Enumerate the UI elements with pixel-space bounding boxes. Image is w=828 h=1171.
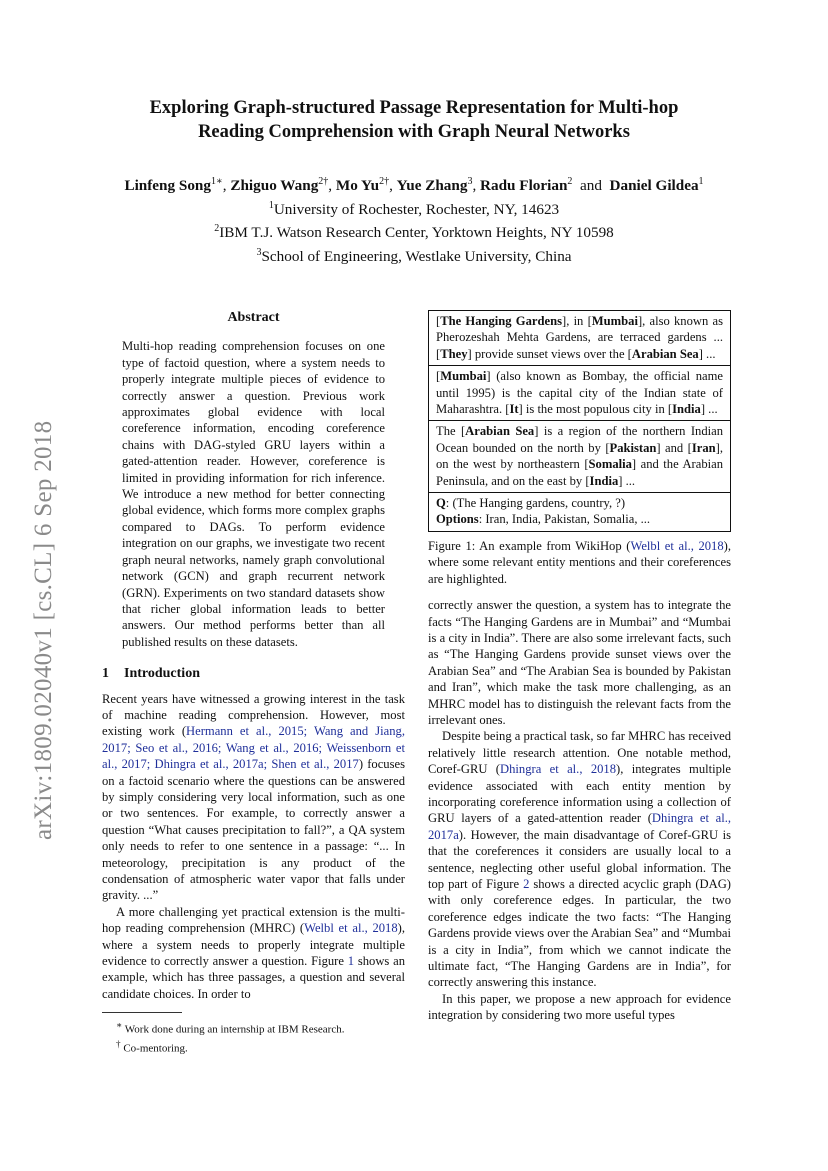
author-name: Zhiguo Wang <box>230 177 319 195</box>
arxiv-watermark: arXiv:1809.02040v1 [cs.CL] 6 Sep 2018 <box>30 420 57 840</box>
abstract-heading: Abstract <box>227 310 280 325</box>
figure-1-box <box>428 310 731 532</box>
footnote: † Co-mentoring. <box>116 1038 188 1055</box>
paper-title <box>0 96 828 144</box>
title-line-2: Reading Comprehension with Graph Neural Networks <box>198 122 630 142</box>
figure-1-caption: Figure 1: An example from WikiHop (Welbl et al., 2018), where some relevant entity mentions and their coreferences are highlighted. <box>428 538 731 586</box>
author-sup: 2† <box>379 176 390 187</box>
question-options <box>429 493 730 531</box>
citation-link[interactable]: Hermann et al., 2015; Wang and Jiang, 2017; Seo et al., 2016; Wang et al., 2016; Weissenborn et al., 2017; Dhingra et al., 2017a; Shen et al., 2017 <box>102 724 405 772</box>
author-name: Radu Florian <box>480 177 568 195</box>
author-list: Linfeng Song$^{1∗}$, Zhiguo Wang$^{2\dagger}$, Mo $Yu^{2\dagger}$, Yue Zhang$^3$, Radu Florian$^2$ and Daniel Gildea$^1$ <box>124 176 704 195</box>
left-column <box>102 310 405 1056</box>
passage-1: [The Hanging Gardens], in [Mumbai], also known as Pherozeshah Mehta Gardens, are terraced gardens ... [They] provide sunset views over the [Arabian Sea] ... <box>429 311 730 366</box>
author-sup: 1∗ <box>210 176 223 187</box>
citation-link[interactable]: Dhingra et al., 2018 <box>500 762 617 777</box>
right-paragraph-1: correctly answer the question, a system has to integrate the facts “The Hanging Gardens are in Mumbai” and “Mumbai is a city in India”. There are also some irrelevant facts, such as “The Hanging Gardens provide sunset views over the Arabian Sea” and “The Arabian Sea is bounded by Pakistan and Iran”, which make the task more challenging, as an MHRC model has to distinguish the relevant facts from the irrelevant ones. <box>428 598 731 727</box>
right-column <box>428 310 731 1024</box>
affiliation: $^1$University of Rochester, Rochester, NY, 14623 <box>268 199 560 218</box>
author-sup: 2 <box>567 176 573 187</box>
passage-3: The [Arabian Sea] is a region of the northern Indian Ocean bounded on the north by [Pakistan] and [Iran], on the west by northeastern [Somalia] and the Arabian Peninsula, and on the east by [India] ... <box>429 421 730 493</box>
abstract-text: Multi-hop reading comprehension focuses on one type of factoid question, where a system needs to properly integrate multiple pieces of evidence to correctly answer a question. Previous work approximates global evidence with local coreference information, encoding coreference chains with DAG-styled GRU layers within a gated-attention reader. However, coreference is limited in providing information for rich inference. We introduce a new method for better connecting global evidence, which forms more complex graphs compared to DAGs. To perform evidence integration on our graphs, we investigate two recent graph neural networks, namely graph convolutional network (GCN) and graph recurrent network (GRN). Experiments on two standard datasets show that richer global information leads to better answers. Our method performs better than all published results on these datasets. <box>122 339 385 649</box>
intro-paragraph-2: A more challenging yet practical extension is the multi-hop reading comprehension (MHRC) (Welbl et al., 2018), where a system needs to properly integrate multiple evidence to correctly answer a question. Figure 1 shows an example, which has three passages, a question and several candidate choices. In order to <box>102 904 405 1001</box>
section-heading-intro <box>102 666 405 682</box>
title-line-1: Exploring Graph-structured Passage Representation for Multi-hop <box>149 98 679 118</box>
author-name: Mo Yu <box>335 177 380 195</box>
options-line: Options: Iran, India, Pakistan, Somalia, ... <box>436 512 651 527</box>
citation-link[interactable]: Welbl et al., 2018 <box>630 538 724 553</box>
author-block <box>0 172 828 266</box>
affiliation: $^2$IBM T.J. Watson Research Center, Yorktown Heights, NY 10598 <box>214 223 614 242</box>
author-name: Daniel Gildea <box>609 177 699 195</box>
figure-ref-link[interactable]: 1 <box>347 954 355 969</box>
footnote-divider <box>102 1012 182 1013</box>
intro-paragraph-1: Recent years have witnessed a growing interest in the task of machine reading comprehension. However, most existing work (Hermann et al., 2015; Wang and Jiang, 2017; Seo et al., 2016; Wang et al., 2016; Weissenborn et al., 2017; Dhingra et al., 2017a; Shen et al., 2017) focuses on a factoid scenario where the questions can be answered by simply considering very local information, such as one or two sentences. For example, to correctly answer a question “What causes precipitation to fall?”, a QA system only needs to refer to one sentence in a passage: “... In meteorology, precipitation is any product of the condensation of atmospheric water vapor that falls under gravity. ...” <box>102 691 405 903</box>
section-title: Introduction <box>124 666 200 682</box>
affiliation: $^3$School of Engineering, Westlake University, China <box>256 246 572 265</box>
author-name: Yue Zhang <box>396 177 468 195</box>
author-name: Linfeng Song <box>124 177 211 195</box>
figure-ref-link[interactable]: 2 <box>523 877 530 891</box>
citation-link[interactable]: Dhingra et al., 2017a <box>428 811 731 842</box>
question-line: Q: (The Hanging gardens, country, ?) <box>436 496 626 511</box>
author-sup: 3 <box>467 176 473 187</box>
passage-2: [Mumbai] (also known as Bombay, the official name until 1995) is the capital city of the Indian state of Maharashtra. [It] is the most populous city in [India] ... <box>429 366 730 421</box>
section-number: 1 <box>102 666 109 682</box>
author-sup: 1 <box>698 176 704 187</box>
author-sup: 2† <box>318 176 329 187</box>
citation-link[interactable]: Welbl et al., 2018 <box>304 921 398 936</box>
right-paragraph-2: Despite being a practical task, so far MHRC has received relatively little research attention. One notable method, Coref-GRU (Dhingra et al., 2018), integrates multiple evidence associated with each entity mention by incorporating coreference information using a collection of GRU layers of a gated-attention reader (Dhingra et al., 2017a). However, the main disadvantage of Coref-GRU is that the coreferences it considers are usually local to a sentence, neglecting other useful global information. The top part of Figure 2 shows a directed acyclic graph (DAG) with only coreference edges. In particular, the two coreference edges indicate the two facts: “The Hanging Gardens provide views over the Arabian Sea” and “Mumbai is a city in India”, from which we cannot indicate the ultimate fact, “The Hanging Gardens are in India”, for correctly answering this instance. <box>428 729 732 990</box>
author-and: and <box>579 177 602 195</box>
footnote: ∗ Work done during an internship at IBM Research. <box>116 1020 345 1036</box>
right-paragraph-3: In this paper, we propose a new approach for evidence integration by considering two more useful types <box>428 991 731 1023</box>
